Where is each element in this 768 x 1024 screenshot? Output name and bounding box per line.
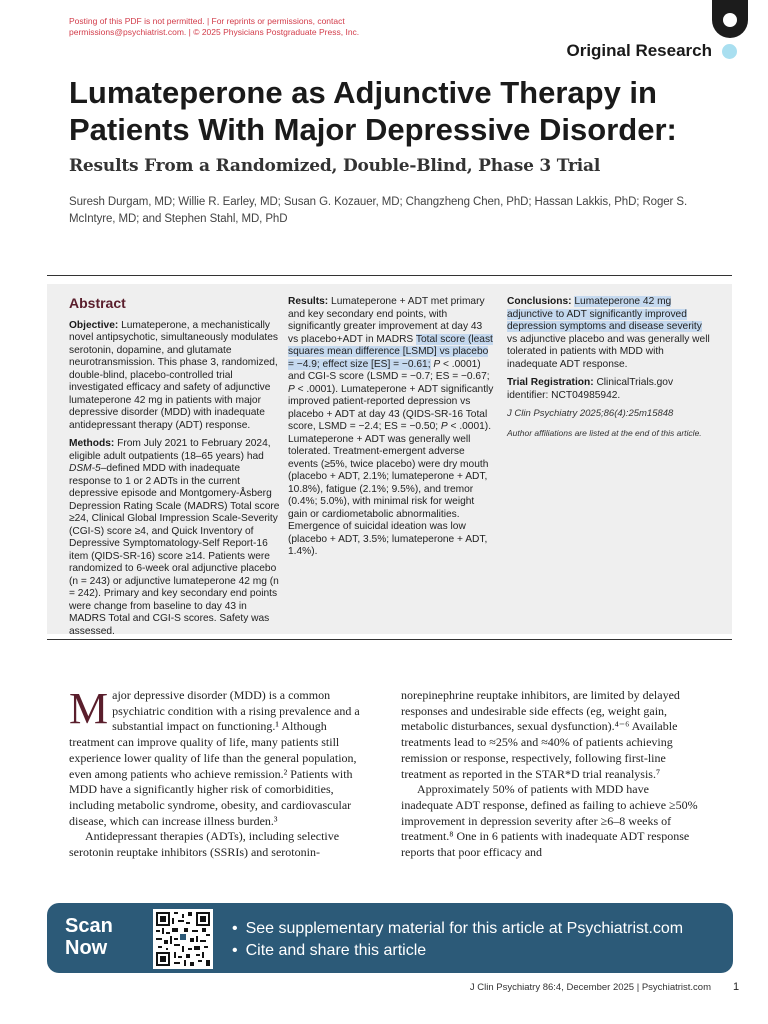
page-number: 1 xyxy=(733,981,740,993)
abstract-objective xyxy=(69,320,283,433)
logo-dot-icon xyxy=(723,13,737,27)
intro-paragraph-1 xyxy=(69,684,373,829)
scan-now-label xyxy=(65,915,113,959)
results-text-d: < .0001). Lumateperone + ADT was generally well tolerated. Treatment-emergent adverse events (≥5%, twice placebo) were dry mouth (placebo + ADT, 2.1%; lumateperone + ADT, 10.8%), fatigue (2.1%; 9.5%), and tremor (0.4%; 5.0%), with minimal risk for weight gain or cardiometabolic abnormalities. Emergence of suicidal ideation was low (placebo + ADT, 3.5%; lumateperone + ADT, 1.4%). xyxy=(288,421,492,557)
article-subtitle: Results From a Randomized, Double-Blind, Phase 3 Trial xyxy=(69,156,601,176)
intro-paragraph-2: Antidepressant therapies (ADTs), including selective serotonin reuptake inhibitors (SSRIs) and serotonin- xyxy=(69,829,340,860)
results-label: Results: xyxy=(288,296,329,307)
conclusions-label: Conclusions: xyxy=(507,296,572,307)
citation: J Clin Psychiatry 2025;86(4):25m15848 xyxy=(507,408,674,419)
notice-line-2: permissions@psychiatrist.com. | © 2025 Physicians Postgraduate Press, Inc. xyxy=(69,27,360,37)
intro-paragraph-3: norepinephrine reuptake inhibitors, are limited by delayed responses and undesirable side effects (eg, weight gain, metabolic disturbances, sexual dysfunction).⁴⁻⁶ Available treatments lead to ≈25% and ≈40% of patients achieving remission or response, respectively, following first-line treatment as reported in the STAR*D trial reanalysis.⁷ xyxy=(401,688,680,781)
abstract-column-1 xyxy=(69,296,283,644)
registration-text: ClinicalTrials.gov identifier: NCT04985942. xyxy=(507,377,674,401)
methods-text-a: From July 2021 to February 2024, eligible adult outpatients (18–65 years) had xyxy=(69,438,271,462)
results-text-b: < .0001) and CGI-S score (LSMD = −0.7; ES = −0.67; xyxy=(288,358,490,382)
abstract-results xyxy=(288,296,495,559)
abstract-methods xyxy=(69,438,283,638)
body-column-2 xyxy=(401,688,701,861)
top-divider xyxy=(47,275,732,276)
results-text-a: Lumateperone + ADT met primary and key secondary end points, with significantly greater improvement at day 43 vs placebo+ADT in MADRS xyxy=(288,296,485,345)
objective-label: Objective: xyxy=(69,319,119,331)
methods-label: Methods: xyxy=(69,438,115,449)
supplementary-link[interactable]: • See supplementary material for this article at Psychiatrist.com xyxy=(232,918,683,940)
methods-dsm: DSM-5 xyxy=(69,463,101,474)
methods-text-b: –defined MDD with inadequate response to 1 or 2 ADTs in the current depressive episode and Montgomery-Åsberg Depression Rating Scale (MADRS) Total score ≥24, Clinical Global Impression Scale-Severity (CGI-S) score ≥4, and Quick Inventory of Depressive Symptomatology-Self Report-16 item (QIDS-SR-16) score ≥14. Patients were randomized to 6-week oral adjunctive placebo (n = 243) or adjunctive lumateperone 42 mg (n = 242). Primary and key secondary end points were change from baseline to day 43 in MADRS Total and CGI-S scores. Safety was assessed. xyxy=(69,463,280,637)
results-p3: P xyxy=(440,421,448,432)
scan-line-1: Scan xyxy=(65,915,113,937)
scan-now-banner[interactable] xyxy=(47,903,733,973)
scan-line-2: Now xyxy=(65,937,108,959)
conclusions-text: vs adjunctive placebo and was generally well tolerated in patients with MDD with inadequate ADT response. xyxy=(507,333,710,370)
objective-text: Lumateperone, a mechanistically novel antipsychotic, simultaneously modulates serotonin, dopamine, and glutamate neurotransmission. This phase 3, randomized, double-blind, placebo-controlled trial investigated efficacy and safety of adjunctive lumateperone 42 mg in patients with major depressive disorder (MDD) with inadequate antidepressant therapy (ADT) response. xyxy=(69,319,278,431)
abstract-flow-2 xyxy=(288,296,495,559)
section-dot-icon xyxy=(722,44,737,59)
abstract-registration xyxy=(507,377,712,402)
qr-code-icon[interactable] xyxy=(153,909,213,969)
footer-journal: J Clin Psychiatry 86:4, December 2025 | Psychiatrist.com xyxy=(469,982,711,993)
results-p1: P xyxy=(430,358,441,370)
banner-list xyxy=(232,918,683,962)
body-column-1 xyxy=(69,684,373,861)
article-title: Lumateperone as Adjunctive Therapy in Patients With Major Depressive Disorder: xyxy=(69,75,677,147)
results-highlight: Total score (least squares mean difference [LSMD] vs placebo = −4.9; effect size [ES] = −0.61; xyxy=(288,333,493,370)
journal-logo-tab xyxy=(712,0,748,38)
abstract-column-3 xyxy=(507,296,712,445)
intro-paragraph-4: Approximately 50% of patients with MDD have inadequate ADT response, defined as failing to achieve ≥50% improvement in depression severity after ≥6–8 weeks of treatment.⁸ One in 6 patients with inadequate ADT response reports that poor efficacy and xyxy=(401,782,698,860)
registration-label: Trial Registration: xyxy=(507,377,594,388)
author-list: Suresh Durgam, MD; Willie R. Earley, MD; Susan G. Kozauer, MD; Changzheng Chen, PhD; Hassan Lakkis, PhD; Roger S. McIntyre, MD; and Stephen Stahl, MD, PhD xyxy=(69,196,688,225)
intro-text-1: ajor depressive disorder (MDD) is a common psychiatric condition with a rising prevalence and a substantial impact on functioning.¹ Although treatment can improve quality of life, many patients still experience lower quality of life than the general population, even among patients who achieve remission.² Patients with MDD have a significantly higher risk of comorbidities, including metabolic syndrome, obesity, and cardiovascular disease, which can increase illness burden.³ xyxy=(69,688,360,828)
cite-share-link[interactable]: • Cite and share this article xyxy=(232,940,683,962)
results-text-c: < .0001). Lumateperone + ADT significantly improved patient-reported depression vs placebo + ADT at day 43 (QIDS-SR-16 Total score, LSMD = −2.4; ES = −0.50; xyxy=(288,383,494,432)
abstract-column-2 xyxy=(288,296,495,618)
drop-cap: M xyxy=(69,684,109,733)
abstract-heading: Abstract xyxy=(69,295,126,311)
copyright-notice xyxy=(69,16,389,38)
conclusions-highlight: Lumateperone 42 mg adjunctive to ADT significantly improved depression symptoms and disease severity xyxy=(507,296,702,332)
affiliations-note: Author affiliations are listed at the end of this article. xyxy=(507,427,702,438)
section-label: Original Research xyxy=(566,41,712,60)
notice-line-1: Posting of this PDF is not permitted. | For reprints or permissions, contact xyxy=(69,16,345,26)
abstract-conclusions xyxy=(507,296,712,371)
results-p2: P xyxy=(288,383,295,395)
